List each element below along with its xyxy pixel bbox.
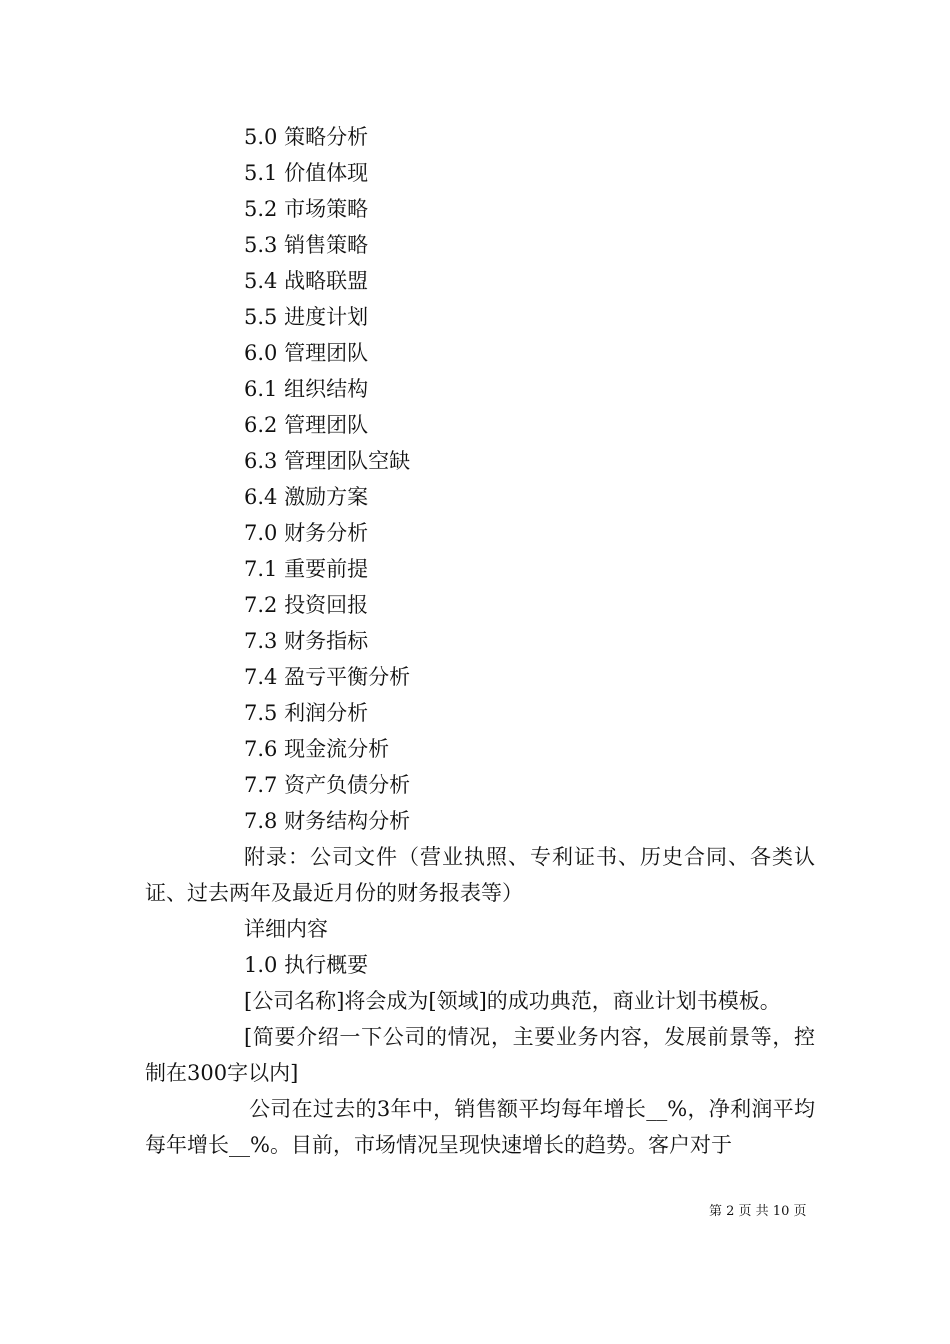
- toc-item: 5.2 市场策略: [244, 197, 369, 221]
- toc-item: 5.4 战略联盟: [244, 269, 369, 293]
- toc-item: 6.2 管理团队: [244, 413, 369, 437]
- toc-item: 5.1 价值体现: [244, 161, 369, 185]
- intro-paragraph: [公司名称]将会成为[领域]的成功典范，商业计划书模板。: [244, 989, 781, 1013]
- body-text: [145, 839, 815, 1163]
- brief-paragraph: [简要介绍一下公司的情况，主要业务内容，发展前景等，控制在300字以内]: [145, 1025, 815, 1085]
- toc-item: 7.1 重要前提: [244, 557, 369, 581]
- toc-item: 7.6 现金流分析: [244, 737, 390, 761]
- toc-item: 7.2 投资回报: [244, 593, 369, 617]
- toc-item: 7.8 财务结构分析: [244, 809, 411, 833]
- exec-summary-heading: 1.0 执行概要: [244, 953, 369, 977]
- toc-item: 6.1 组织结构: [244, 377, 369, 401]
- toc-item: 7.7 资产负债分析: [244, 773, 411, 797]
- toc-item: 7.0 财务分析: [244, 521, 369, 545]
- toc-item: 7.4 盈亏平衡分析: [244, 665, 411, 689]
- toc-item: 6.3 管理团队空缺: [244, 449, 411, 473]
- toc-item: 6.4 激励方案: [244, 485, 369, 509]
- table-of-contents: [244, 119, 410, 839]
- growth-paragraph: 公司在过去的3年中，销售额平均每年增长__%，净利润平均每年增长__%。目前，市场情况呈现快速增长的趋势。客户对于: [145, 1097, 815, 1157]
- appendix-paragraph: 附录：公司文件（营业执照、专利证书、历史合同、各类认证、过去两年及最近月份的财务报表等）: [145, 845, 815, 905]
- toc-item: 7.5 利润分析: [244, 701, 369, 725]
- toc-item: 6.0 管理团队: [244, 341, 369, 365]
- page-number-footer: 第 2 页 共 10 页: [709, 1204, 807, 1219]
- details-heading: 详细内容: [244, 917, 328, 941]
- toc-item: 7.3 财务指标: [244, 629, 369, 653]
- toc-item: 5.0 策略分析: [244, 125, 369, 149]
- toc-item: 5.3 销售策略: [244, 233, 369, 257]
- toc-item: 5.5 进度计划: [244, 305, 369, 329]
